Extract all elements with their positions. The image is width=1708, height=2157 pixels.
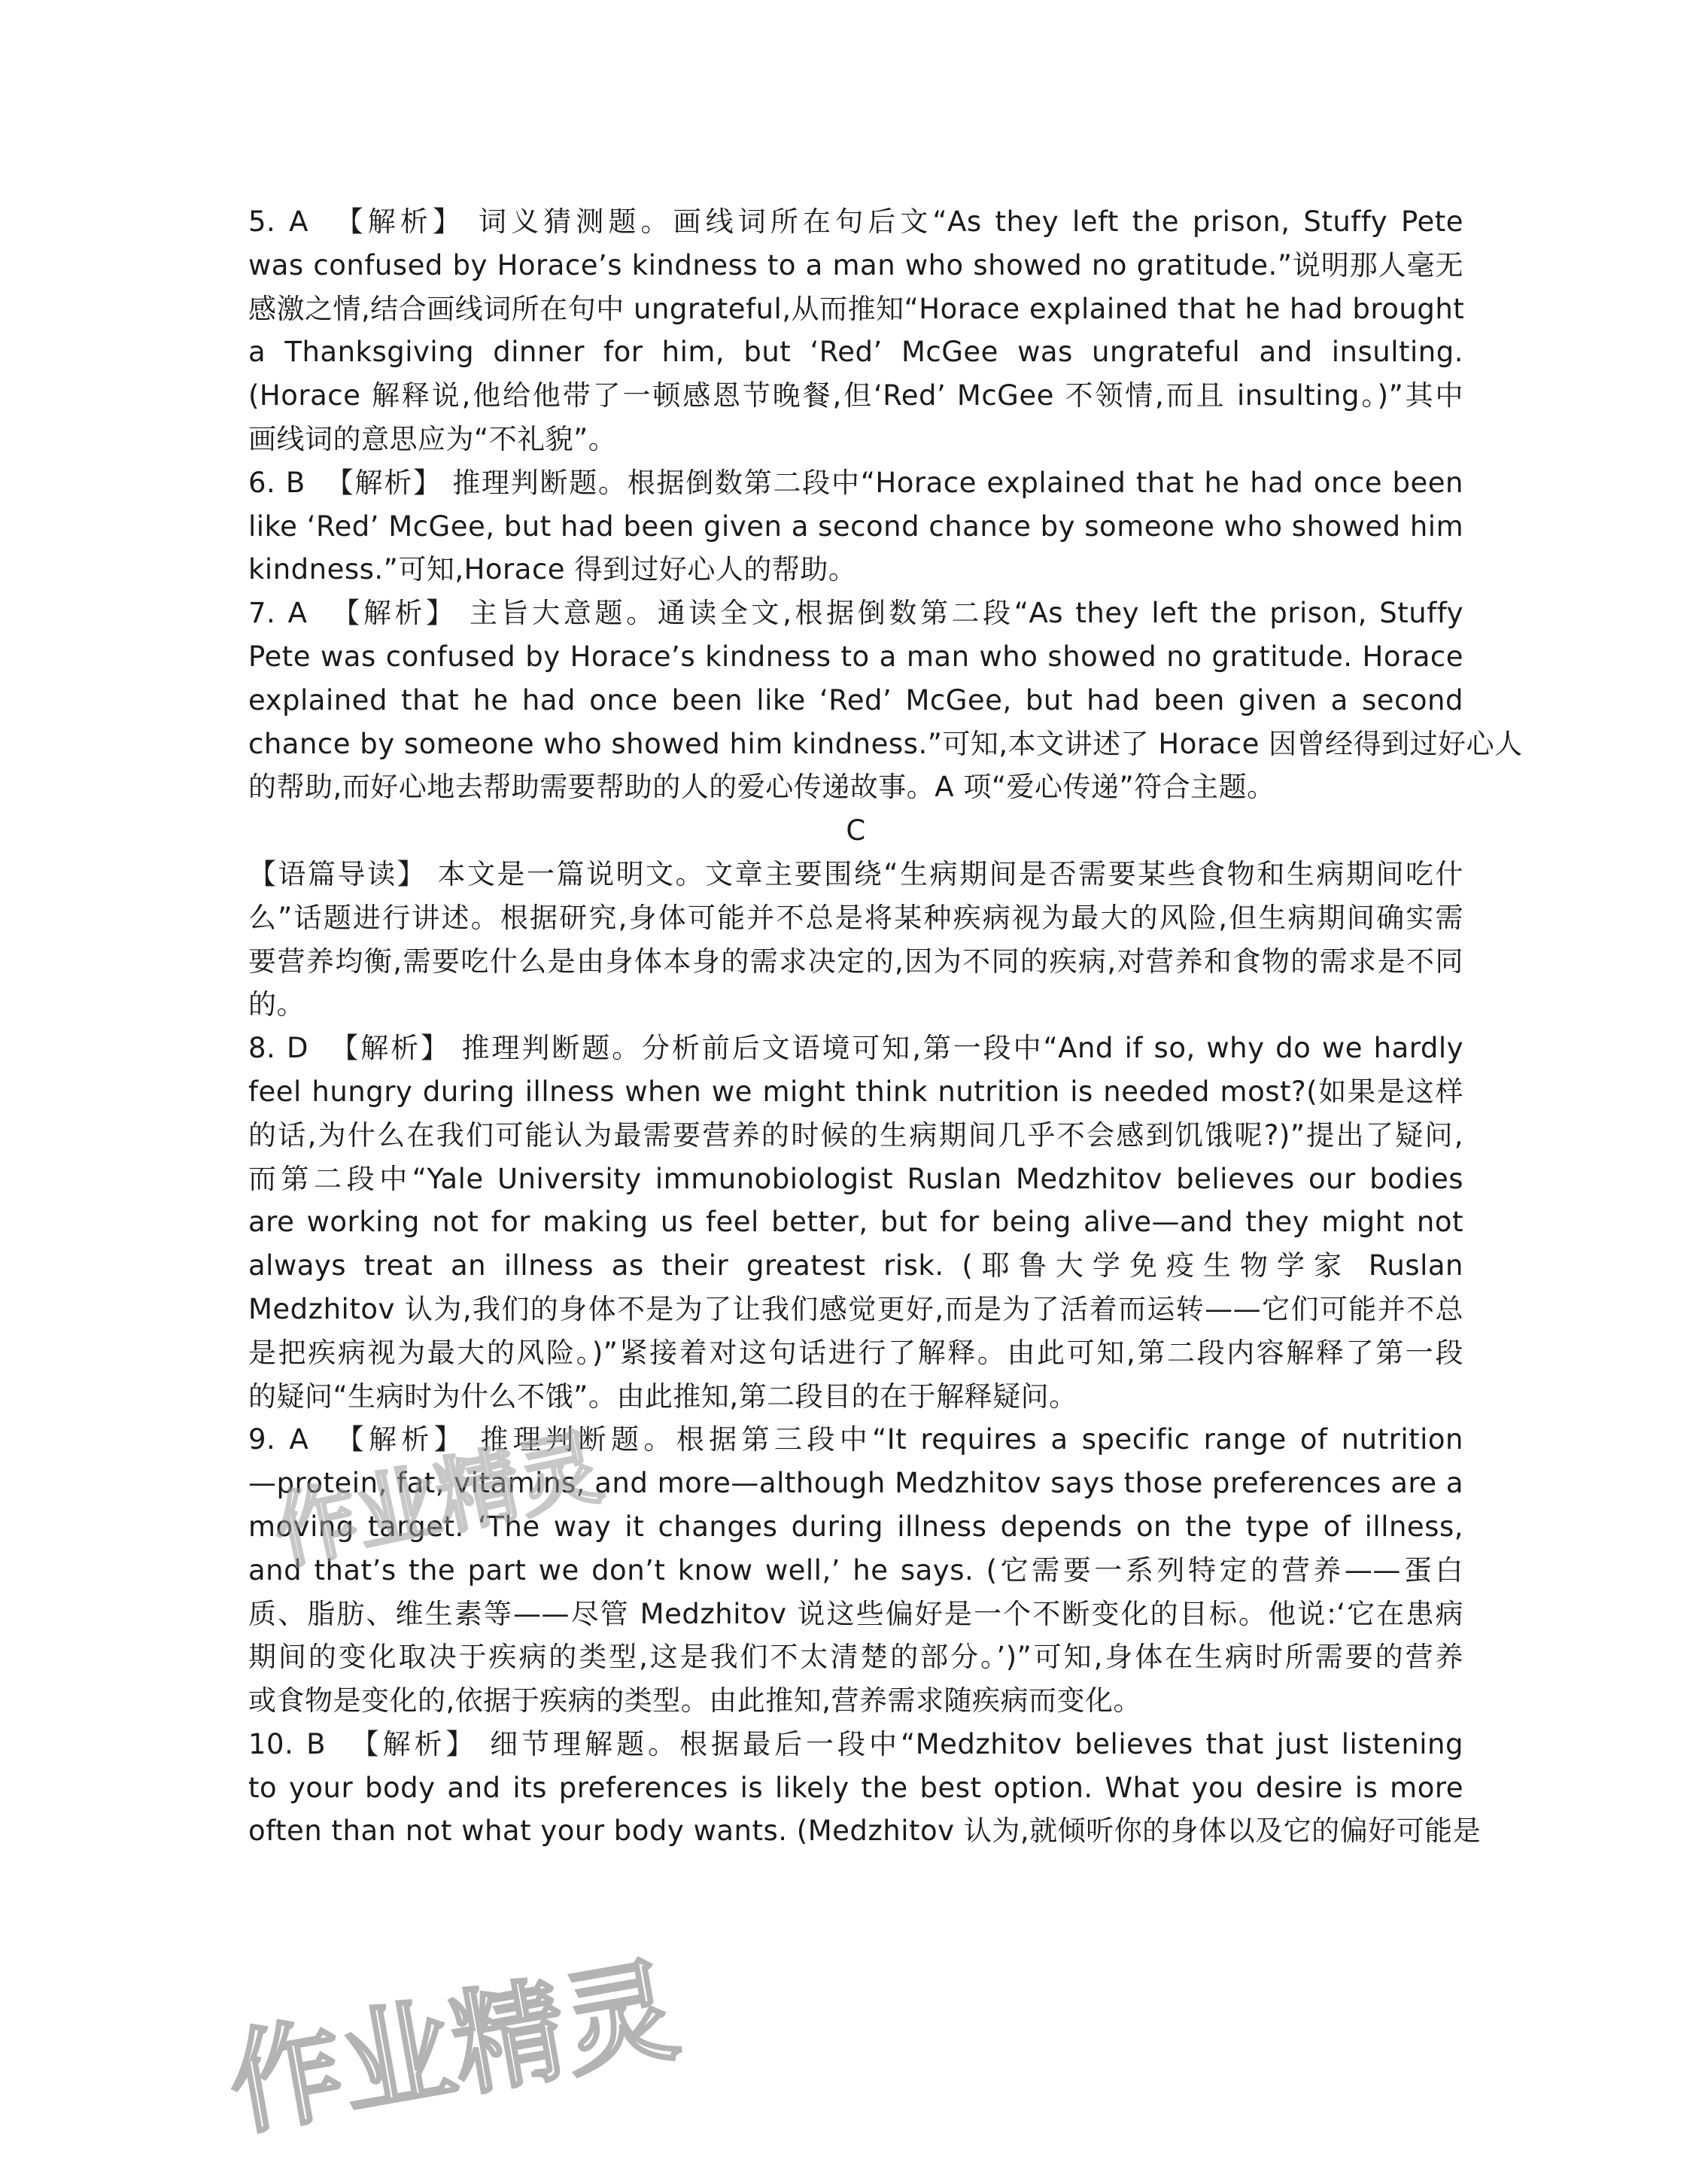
text-line: feel hungry during illness when we might think nutrition is needed most?(如果是这样 xyxy=(248,1075,1463,1108)
text-line: 而第二段中“Yale University immunobiologist Ruslan Medzhitov believes our bodies xyxy=(248,1162,1463,1195)
text-line: 10. B 【解析】 细节理解题。根据最后一段中“Medzhitov believes that just listening xyxy=(248,1727,1463,1760)
text-line: was confused by Horace’s kindness to a man who showed no gratitude.”说明那人毫无 xyxy=(248,248,1463,281)
text-line: chance by someone who showed him kindness.”可知,本文讲述了 Horace 因曾经得到过好心人 xyxy=(248,727,1523,760)
answer-explanations-text xyxy=(248,200,1523,1853)
text-line: often than not what your body wants. (Medzhitov 认为,就倾听你的身体以及它的偏好可能是 xyxy=(248,1815,1482,1848)
text-line: 要营养均衡,需要吃什么是由身体本身的需求决定的,因为不同的疾病,对营养和食物的需求是不同 xyxy=(248,945,1463,978)
watermark-logo: 作业精灵 xyxy=(266,1418,610,1582)
text-line: always treat an illness as their greatest risk. (耶鲁大学免疫生物学家 Ruslan xyxy=(248,1249,1463,1282)
text-line: 9. A 【解析】 推理判断题。根据第三段中“It requires a specific range of nutrition xyxy=(248,1423,1463,1456)
text-line: Medzhitov 认为,我们的身体不是为了让我们感觉更好,而是为了活着而运转——它们可能并不总 xyxy=(248,1292,1463,1325)
text-line: to your body and its preferences is likely the best option. What you desire is more xyxy=(248,1771,1463,1804)
text-line: 6. B 【解析】 推理判断题。根据倒数第二段中“Horace explained that he had once been xyxy=(248,466,1463,499)
text-line: and that’s the part we don’t know well,’ he says. (它需要一系列特定的营养——蛋白 xyxy=(248,1553,1463,1587)
text-line: 的。 xyxy=(248,988,305,1021)
text-line: like ‘Red’ McGee, but had been given a second chance by someone who showed him xyxy=(248,510,1464,543)
text-line: 的帮助,而好心地去帮助需要帮助的人的爱心传递故事。A 项“爱心传递”符合主题。 xyxy=(248,771,1275,804)
text-line: 的话,为什么在我们可能认为最需要营养的时候的生病期间几乎不会感到饥饿呢?)”提出了疑问, xyxy=(248,1118,1463,1152)
text-line: kindness.”可知,Horace 得到过好心人的帮助。 xyxy=(248,553,857,586)
text-line: Pete was confused by Horace’s kindness to a man who showed no gratitude. Horace xyxy=(248,640,1463,673)
text-line: 的疑问“生病时为什么不饿”。由此推知,第二段目的在于解释疑问。 xyxy=(248,1380,1077,1413)
text-line: moving target. ‘The way it changes during illness depends on the type of illness, xyxy=(248,1510,1463,1543)
section-heading: C xyxy=(846,814,866,847)
text-line: 或食物是变化的,依据于疾病的类型。由此推知,营养需求随疾病而变化。 xyxy=(248,1684,1142,1717)
text-line: 【语篇导读】 本文是一篇说明文。文章主要围绕“生病期间是否需要某些食物和生病期间吃什 xyxy=(248,857,1463,890)
text-line: 么”话题进行讲述。根据研究,身体可能并不总是将某种疾病视为最大的风险,但生病期间确实需 xyxy=(248,901,1463,934)
text-line: 5. A 【解析】 词义猜测题。画线词所在句后文“As they left the prison, Stuffy Pete xyxy=(248,205,1463,238)
watermark-logo: 作业精灵 xyxy=(219,1945,687,2152)
text-line: 画线词的意思应为“不礼貌”。 xyxy=(248,422,617,455)
text-line: —protein, fat, vitamins, and more—although Medzhitov says those preferences are a xyxy=(248,1467,1463,1500)
text-line: 7. A 【解析】 主旨大意题。通读全文,根据倒数第二段“As they left the prison, Stuffy xyxy=(248,597,1463,630)
text-line: 8. D 【解析】 推理判断题。分析前后文语境可知,第一段中“And if so, why do we hardly xyxy=(248,1032,1463,1065)
text-line: a Thanksgiving dinner for him, but ‘Red’ McGee was ungrateful and insulting. xyxy=(248,336,1463,369)
text-line: explained that he had once been like ‘Red’ McGee, but had been given a second xyxy=(248,683,1463,716)
text-line: are working not for making us feel better, but for being alive—and they might not xyxy=(248,1206,1463,1239)
text-line: (Horace 解释说,他给他带了一顿感恩节晚餐,但‘Red’ McGee 不领情,而且 insulting。)”其中 xyxy=(248,379,1463,412)
text-line: 感激之情,结合画线词所在句中 ungrateful,从而推知“Horace explained that he had brought xyxy=(248,292,1465,325)
text-line: 是把疾病视为最大的风险。)”紧接着对这句话进行了解释。由此可知,第二段内容解释了第一段 xyxy=(248,1336,1463,1369)
text-line: 质、脂肪、维生素等——尽管 Medzhitov 说这些偏好是一个不断变化的目标。他说:‘它在患病 xyxy=(248,1597,1463,1630)
text-line: 期间的变化取决于疾病的类型,这是我们不太清楚的部分。’)”可知,身体在生病时所需要的营养 xyxy=(248,1641,1463,1674)
